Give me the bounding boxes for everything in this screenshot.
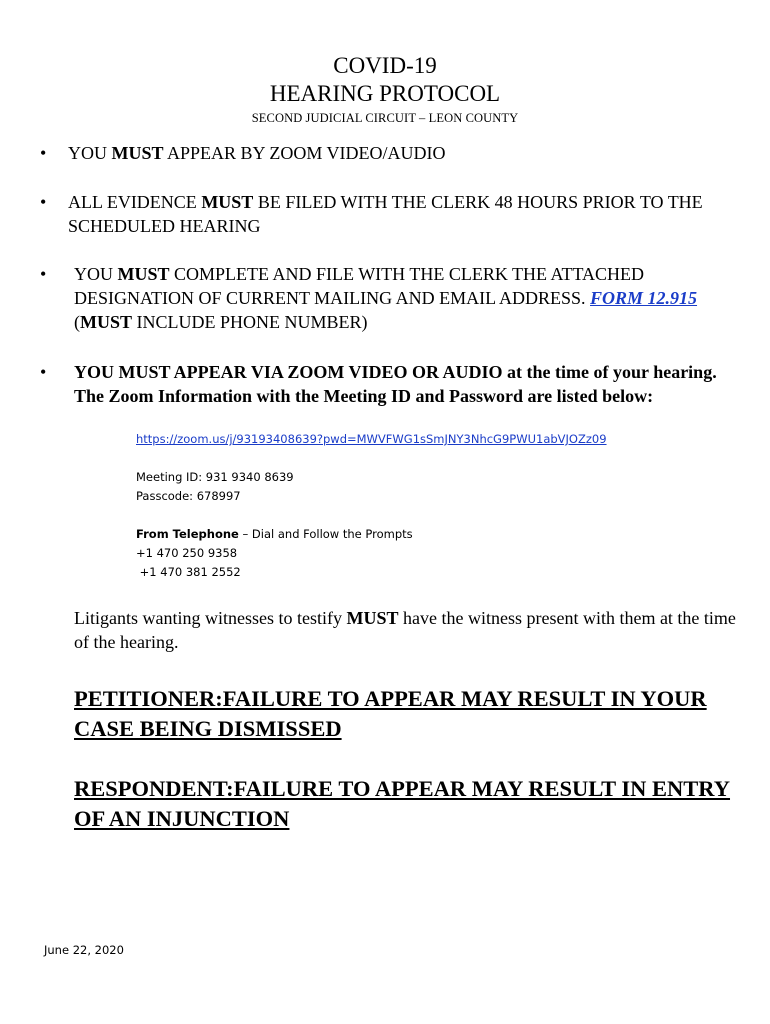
document-header [0,52,770,126]
petitioner-warning: PETITIONER:FAILURE TO APPEAR MAY RESULT IN YOUR CASE BEING DISMISSED [74,686,707,741]
emphasis-must: MUST [111,143,164,163]
respondent-warning: RESPONDENT:FAILURE TO APPEAR MAY RESULT IN ENTRY OF AN INJUNCTION [74,776,731,831]
emphasis-must: MUST [201,192,254,212]
subtitle: SECOND JUDICIAL CIRCUIT – LEON COUNTY [251,111,519,125]
title-line-1: COVID-19 [333,53,437,78]
bullet-text: YOU MUST COMPLETE AND FILE WITH THE CLERK THE ATTACHED DESIGNATION OF CURRENT MAILING AND EMAIL ADDRESS. FORM 12.915 (MUST INCLUDE PHONE NUMBER) [74,264,698,332]
emphasis-must: MUST [117,264,170,284]
phone-number-2: +1 470 381 2552 [136,565,241,579]
phone-label: From Telephone [136,527,239,541]
zoom-meeting-link[interactable]: https://zoom.us/j/93193408639?pwd=MWVFWG1sSmJNY3NhcG9PWU1abVJOZz09 [136,432,607,446]
meeting-id: Meeting ID: 931 9340 8639 [136,470,294,484]
bullet-text: ALL EVIDENCE MUST BE FILED WITH THE CLERK 48 HOURS PRIOR TO THE SCHEDULED HEARING [68,192,703,236]
zoom-info [136,430,607,582]
passcode: Passcode: 678997 [136,489,241,503]
phone-instructions: From Telephone – Dial and Follow the Prompts [136,527,413,541]
emphasis-must: MUST [80,312,133,332]
witness-note: Litigants wanting witnesses to testify MUST have the witness present with them at the time of the hearing. [74,608,736,652]
emphasis-must: MUST [346,608,399,628]
bullet-icon: • [40,143,47,163]
bullet-text: YOU MUST APPEAR VIA ZOOM VIDEO OR AUDIO at the time of your hearing. The Zoom Information with the Meeting ID and Password are listed below: [74,362,717,406]
bullet-icon: • [40,192,47,212]
title-line-2: HEARING PROTOCOL [269,81,501,106]
bullet-text: YOU MUST APPEAR BY ZOOM VIDEO/AUDIO [68,143,446,163]
footer-date: June 22, 2020 [44,943,124,957]
form-12915-link[interactable]: FORM 12.915 [590,288,698,308]
bullet-icon: • [40,264,47,284]
bullet-icon: • [40,362,47,382]
phone-number-1: +1 470 250 9358 [136,546,238,560]
